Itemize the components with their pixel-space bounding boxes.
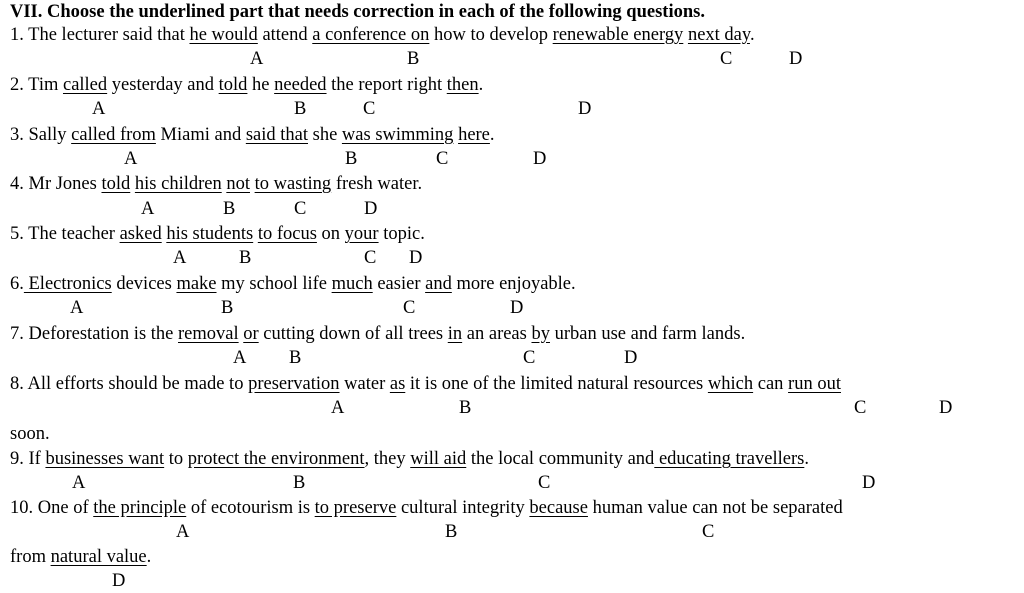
option-a-text: told (101, 174, 131, 194)
option-a-text: called from (71, 125, 156, 145)
option-d-text: here (458, 125, 490, 145)
label-c: C (364, 248, 377, 268)
label-a: A (331, 398, 345, 418)
option-d-text: to wasting (254, 174, 332, 194)
label-c: C (294, 199, 307, 219)
question-1: 1. The lecturer said that he would attend a conference on how to develop renewable energy next day. (10, 25, 755, 45)
question-10-continuation: from natural value. (10, 547, 152, 567)
option-c-text: will aid (410, 449, 467, 469)
question-7: 7. Deforestation is the removal or cutting down of all trees in an areas by urban use and farm lands. (10, 324, 746, 344)
label-a: A (141, 199, 155, 219)
label-d: D (578, 99, 592, 119)
option-d-text: educating travellers (654, 449, 805, 469)
option-b-text: said that (245, 125, 308, 145)
question-8: 8. All efforts should be made to preservation water as it is one of the limited natural resources which can run out (10, 374, 841, 394)
option-a-text: called (62, 75, 108, 95)
label-d: D (112, 571, 126, 591)
option-a-text: Electronics (23, 274, 112, 294)
section-title: VII. Choose the underlined part that needs correction in each of the following questions. (10, 2, 705, 22)
label-c: C (436, 149, 449, 169)
option-c-text: renewable energy (552, 25, 684, 45)
option-c-text: not (226, 174, 250, 194)
option-d-text: your (344, 224, 379, 244)
label-a: A (92, 99, 106, 119)
label-d: D (409, 248, 423, 268)
option-a-text: preservation (248, 374, 340, 394)
option-b-text: his students (166, 224, 254, 244)
label-b: B (221, 298, 234, 318)
question-8-continuation: soon. (10, 424, 50, 444)
option-b-text: a conference on (312, 25, 430, 45)
label-c: C (523, 348, 536, 368)
question-6: 6. Electronics devices make my school life much easier and more enjoyable. (10, 274, 576, 294)
option-c-text: because (529, 498, 588, 518)
label-a: A (173, 248, 187, 268)
label-c: C (702, 522, 715, 542)
option-c-text: in (447, 324, 463, 344)
question-4: 4. Mr Jones told his children not to wasting fresh water. (10, 174, 423, 194)
option-d-text: by (531, 324, 550, 344)
label-b: B (345, 149, 358, 169)
option-a-text: the principle (93, 498, 187, 518)
option-a-text: removal (178, 324, 239, 344)
question-2: 2. Tim called yesterday and told he needed the report right then. (10, 75, 484, 95)
option-b-text: or (243, 324, 259, 344)
option-c-text: much (331, 274, 373, 294)
label-c: C (720, 49, 733, 69)
label-b: B (289, 348, 302, 368)
label-d: D (862, 473, 876, 493)
question-10: 10. One of the principle of ecotourism is to preserve cultural integrity because human value can not be separated (10, 498, 843, 518)
question-3: 3. Sally called from Miami and said that she was swimming here. (10, 125, 495, 145)
label-d: D (624, 348, 638, 368)
option-d-text: and (425, 274, 452, 294)
option-c-text: needed (274, 75, 327, 95)
label-a: A (233, 348, 247, 368)
label-d: D (510, 298, 524, 318)
option-a-text: businesses want (45, 449, 165, 469)
label-a: A (124, 149, 138, 169)
option-b-text: protect the environment (187, 449, 365, 469)
option-b-text: make (176, 274, 217, 294)
option-d-text: next day (687, 25, 750, 45)
label-d: D (939, 398, 953, 418)
label-b: B (407, 49, 420, 69)
label-b: B (293, 473, 306, 493)
option-c-text: which (707, 374, 754, 394)
label-b: B (223, 199, 236, 219)
label-b: B (294, 99, 307, 119)
label-b: B (459, 398, 472, 418)
label-b: B (445, 522, 458, 542)
label-c: C (854, 398, 867, 418)
option-a-text: asked (119, 224, 162, 244)
label-a: A (70, 298, 84, 318)
option-d-text: then (446, 75, 479, 95)
option-d-text: natural value (50, 547, 147, 567)
question-9: 9. If businesses want to protect the environment, they will aid the local community and educating travellers. (10, 449, 809, 469)
label-c: C (403, 298, 416, 318)
label-b: B (239, 248, 252, 268)
option-c-text: was swimming (341, 125, 454, 145)
option-b-text: his children (134, 174, 222, 194)
label-d: D (789, 49, 803, 69)
option-b-text: as (389, 374, 406, 394)
option-c-text: to focus (257, 224, 317, 244)
label-c: C (538, 473, 551, 493)
label-d: D (364, 199, 378, 219)
question-5: 5. The teacher asked his students to focus on your topic. (10, 224, 425, 244)
label-c: C (363, 99, 376, 119)
option-b-text: told (218, 75, 248, 95)
option-d-text: run out (788, 374, 841, 394)
label-a: A (250, 49, 264, 69)
label-a: A (176, 522, 190, 542)
option-a-text: he would (189, 25, 258, 45)
option-b-text: to preserve (314, 498, 397, 518)
label-a: A (72, 473, 86, 493)
label-d: D (533, 149, 547, 169)
